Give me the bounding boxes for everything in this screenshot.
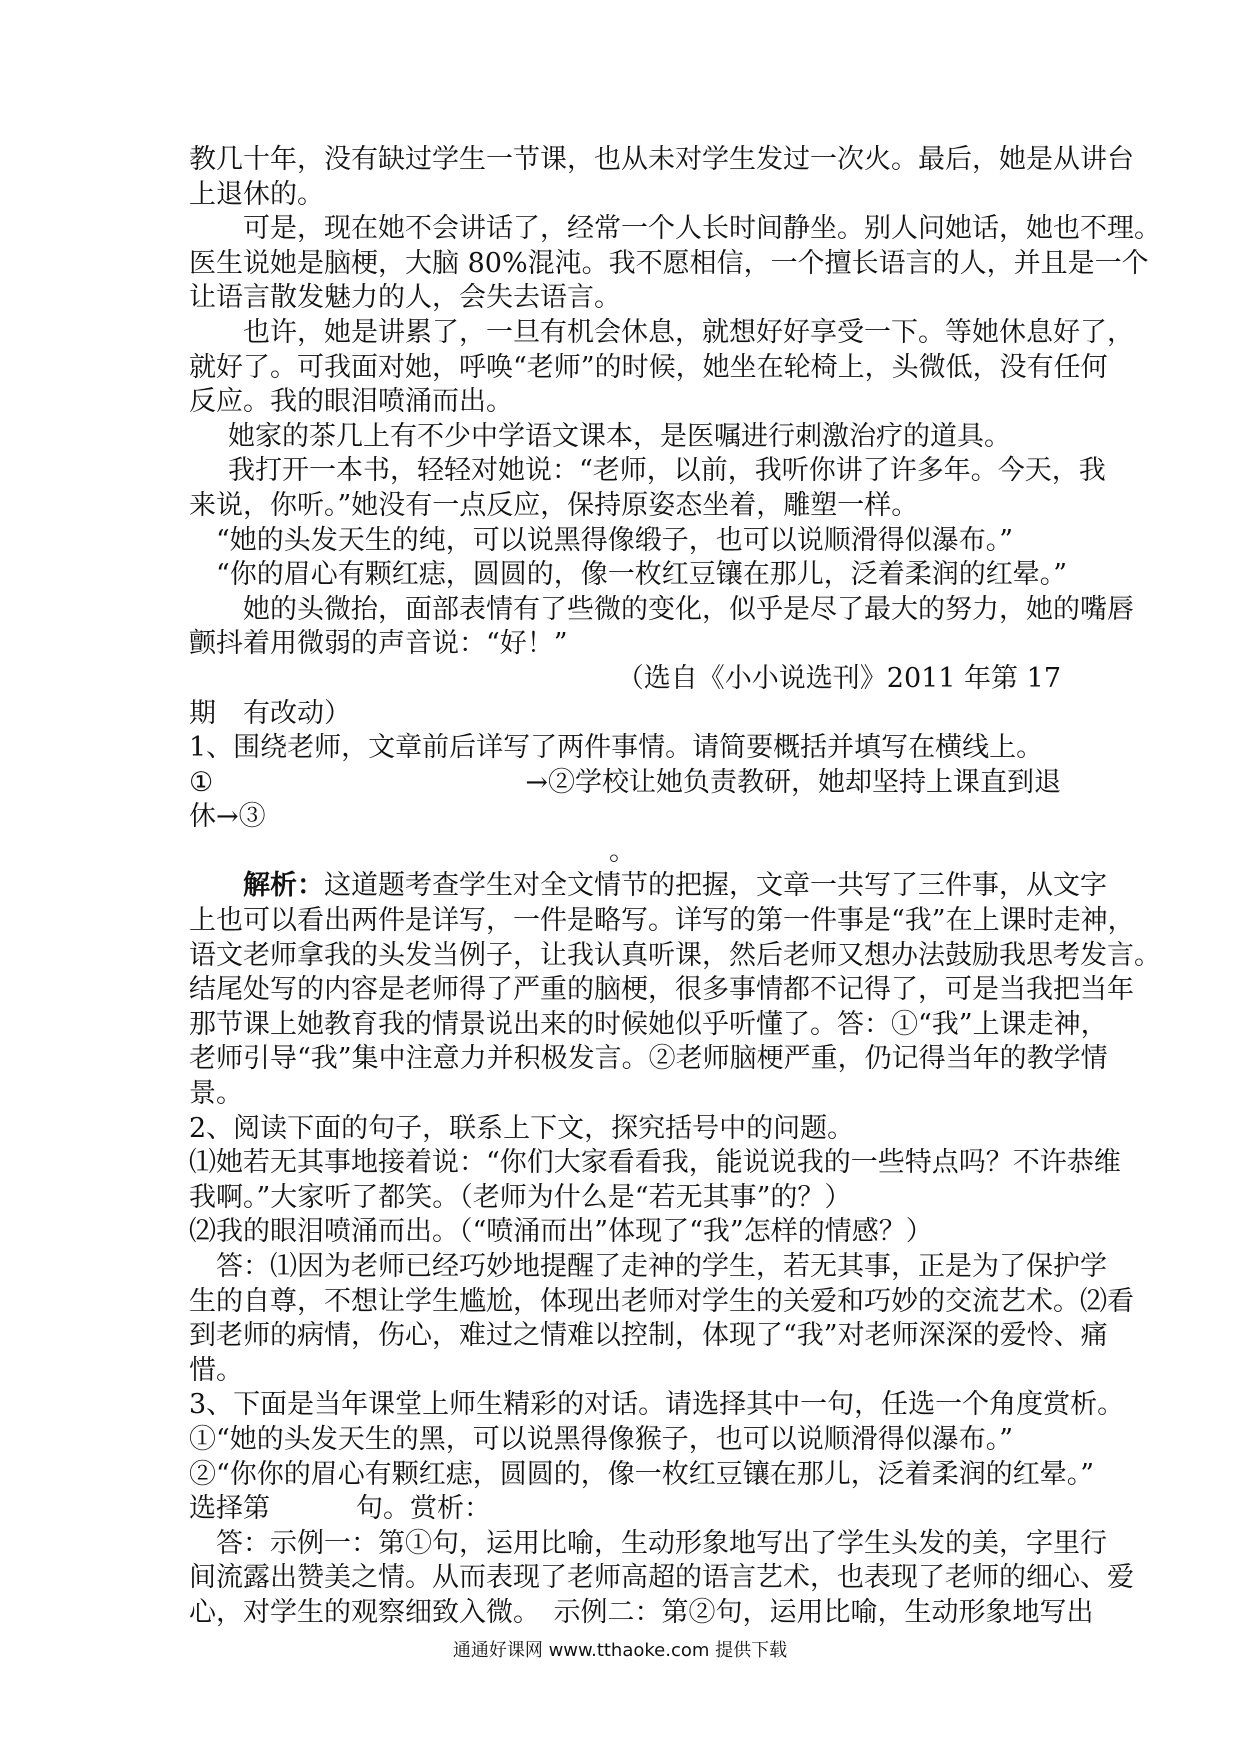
text-line: 让语言散发魅力的人，会失去语言。: [189, 282, 621, 314]
quote-line: “她的头发天生的纯，可以说黑得像缎子，也可以说顺滑得似瀑布。”: [216, 524, 1014, 556]
blank-2-text: →②学校让她负责教研，她却坚持上课直到退: [525, 766, 1061, 798]
analysis-label: 解析：: [243, 870, 324, 902]
text-line: 她家的茶几上有不少中学语文课本，是医嘱进行刺激治疗的道具。: [228, 420, 1011, 452]
text-line: 医生说她是脑梗，大脑 80%混沌。我不愿相信，一个擅长语言的人，并且是一个: [189, 247, 1149, 279]
text-line: 语文老师拿我的头发当例子，让我认真听课，然后老师又想办法鼓励我思考发言。: [189, 939, 1161, 971]
text-line: 上也可以看出两件是详写，一件是略写。详写的第一件事是“我”在上课时走神，: [189, 905, 1135, 937]
text-line: 可是，现在她不会讲话了，经常一个人长时间静坐。别人问她话，她也不理。: [243, 213, 1161, 245]
text-line: 间流露出赞美之情。从而表现了老师高超的语言艺术，也表现了老师的细心、爱: [189, 1562, 1134, 1594]
text-line: 教几十年，没有缺过学生一节课，也从未对学生发过一次火。最后，她是从讲台: [189, 144, 1134, 175]
text-line: 结尾处写的内容是老师得了严重的脑梗，很多事情都不记得了，可是当我把当年: [189, 974, 1134, 1006]
text-line: 我打开一本书，轻轻对她说：“老师，以前，我听你讲了许多年。今天，我: [228, 455, 1106, 487]
text-line: 惜。: [189, 1354, 243, 1386]
text-line: 那节课上她教育我的情景说出来的时候她似乎听懂了。答：①“我”上课走神，: [189, 1008, 1108, 1040]
text-line: 我啊。”大家听了都笑。（老师为什么是“若无其事”的？）: [189, 1181, 852, 1213]
blank-end-mark: 。: [609, 835, 636, 867]
text-line: 心，对学生的观察细致入微。 示例二：第②句，运用比喻，生动形象地写出: [189, 1596, 1094, 1628]
text-line: 生的自尊，不想让学生尴尬，体现出老师对学生的关爱和巧妙的交流艺术。⑵看: [189, 1285, 1134, 1317]
text-line: ②“你你的眉心有颗红痣，圆圆的，像一枚红豆镶在那儿，泛着柔润的红晕。”: [189, 1458, 1095, 1490]
answer-blank-line: [189, 766, 1061, 801]
text-line: 反应。我的眼泪喷涌而出。: [189, 386, 513, 418]
choice-suffix: 句。赏析：: [356, 1493, 491, 1525]
question-1: 1、围绕老师，文章前后详写了两件事情。请简要概括并填写在横线上。: [189, 732, 1044, 764]
document-body: [189, 143, 1161, 1631]
text-line: ⑵我的眼泪喷涌而出。（“喷涌而出”体现了“我”怎样的情感？）: [189, 1216, 933, 1248]
text-line: 也许，她是讲累了，一旦有机会休息，就想好好享受一下。等她休息好了，: [243, 316, 1134, 348]
text-line: 颤抖着用微弱的声音说：“好！”: [189, 628, 568, 660]
text-line: ①“她的头发天生的黑，可以说黑得像猴子，也可以说顺滑得似瀑布。”: [189, 1423, 1014, 1455]
text-line: 就好了。可我面对她，呼唤“老师”的时候，她坐在轮椅上，头微低，没有任何: [189, 351, 1108, 383]
text-line: 她的头微抬，面部表情有了些微的变化，似乎是尽了最大的努力，她的嘴唇: [243, 593, 1134, 625]
text-line: ⑴她若无其事地接着说：“你们大家看看我，能说说我的一些特点吗？不许恭维: [189, 1147, 1121, 1179]
text-line: 来说，你听。”她没有一点反应，保持原姿态坐着，雕塑一样。: [189, 489, 919, 521]
text-line: 到老师的病情，伤心，难过之情难以控制，体现了“我”对老师深深的爱怜、痛: [189, 1320, 1108, 1352]
source-citation-cont: 期 有改动）: [189, 697, 351, 729]
text-line: 上退休的。: [189, 178, 324, 210]
analysis-line: [189, 869, 1107, 904]
blank-1-marker: ①: [189, 766, 214, 798]
source-citation: （选自《小小说选刊》2011 年第 17: [616, 662, 1061, 694]
choice-prefix: 选择第: [189, 1493, 270, 1525]
choice-line: [189, 1492, 1061, 1527]
analysis-text: 这道题考查学生对全文情节的把握，文章一共写了三件事，从文字: [324, 870, 1107, 902]
question-3: 3、下面是当年课堂上师生精彩的对话。请选择其中一句，任选一个角度赏析。: [189, 1389, 1125, 1421]
answer-line: 答：⑴因为老师已经巧妙地提醒了走神的学生，若无其事，正是为了保护学: [216, 1251, 1107, 1282]
text-line: 休→③: [189, 801, 266, 833]
footer-download-note: 通通好课网 www.tthaoke.com 提供下载: [452, 1640, 788, 1661]
quote-line: “你的眉心有颗红痣，圆圆的，像一枚红豆镶在那儿，泛着柔润的红晕。”: [216, 559, 1068, 591]
question-2: 2、阅读下面的句子，联系上下文，探究括号中的问题。: [189, 1112, 855, 1144]
answer-line: 答：示例一：第①句，运用比喻，生动形象地写出了学生头发的美，字里行: [216, 1527, 1107, 1559]
text-line: 景。: [189, 1078, 243, 1110]
text-line: 老师引导“我”集中注意力并积极发言。②老师脑梗严重，仍记得当年的教学情: [189, 1043, 1108, 1075]
